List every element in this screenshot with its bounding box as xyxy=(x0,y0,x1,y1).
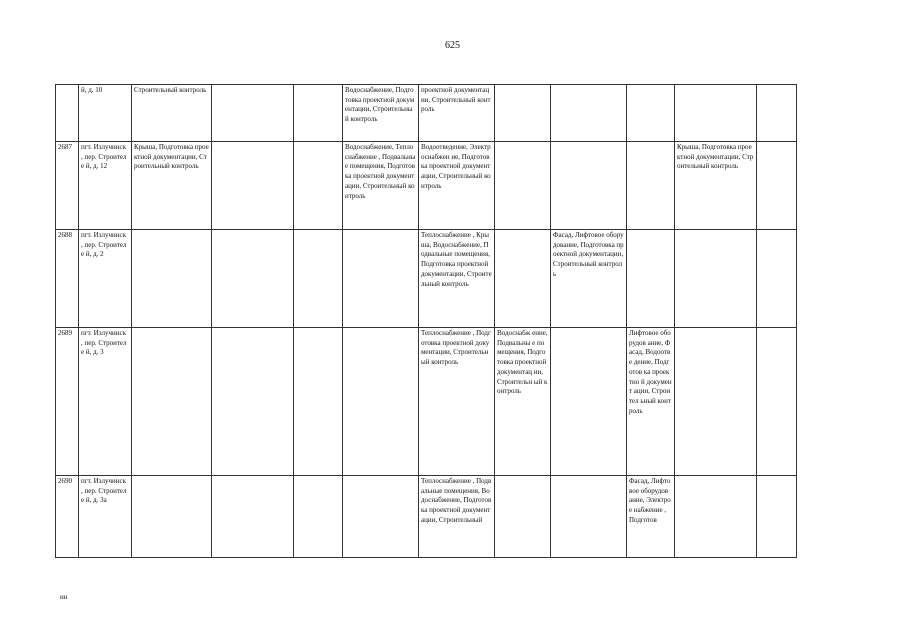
work-cell xyxy=(212,85,294,142)
repair-schedule-table xyxy=(55,84,797,558)
address-cell: пгт. Излучинск , пер. Строителе й, д. 3 xyxy=(79,328,132,476)
work-cell xyxy=(132,476,212,558)
work-cell xyxy=(551,85,627,142)
work-cell xyxy=(294,476,343,558)
work-cell xyxy=(627,230,675,328)
work-cell: Крыша, Подготовка проектной документации, Строительный контроль xyxy=(675,142,757,230)
page-number: 625 xyxy=(445,40,460,51)
work-cell xyxy=(132,230,212,328)
work-cell xyxy=(495,85,551,142)
row-number-cell: 2689 xyxy=(56,328,79,476)
work-cell xyxy=(212,328,294,476)
work-cell xyxy=(294,328,343,476)
work-cell xyxy=(212,142,294,230)
work-cell xyxy=(212,230,294,328)
work-cell: Фасад, Лифтовое оборудов ание, Электрое набжение , Подготов xyxy=(627,476,675,558)
work-cell: Водоотведение, Электроснабжен ие, Подготовка проектной документации, Строительный контроль xyxy=(419,142,495,230)
row-number-cell xyxy=(56,85,79,142)
work-cell xyxy=(675,328,757,476)
work-cell xyxy=(551,328,627,476)
work-cell: проектной документации, Строительный контроль xyxy=(419,85,495,142)
work-cell xyxy=(757,230,797,328)
work-cell xyxy=(675,85,757,142)
work-cell xyxy=(675,230,757,328)
address-cell: й, д. 10 xyxy=(79,85,132,142)
work-cell: Водоснабжение, Теплоснабжение , Подвальные помещения, Подготовка проектной документации, Строительный контроль xyxy=(343,142,419,230)
row-number-cell: 2690 xyxy=(56,476,79,558)
work-cell xyxy=(495,142,551,230)
work-cell: Фасад, Лифтовое оборудование, Подготовка проектной документации, Строительный контроль xyxy=(551,230,627,328)
table-row xyxy=(56,142,797,230)
row-number-cell: 2687 xyxy=(56,142,79,230)
address-cell: пгт. Излучинск , пер. Строителе й, д. 2 xyxy=(79,230,132,328)
work-cell: Теплоснабжение , Подготовка проектной документации, Строительный контроль xyxy=(419,328,495,476)
table-row xyxy=(56,85,797,142)
work-cell: Водоснабж ение, Подвальны е помещения, Подготовка проектной документац ии, Строительн ый контроль xyxy=(495,328,551,476)
work-cell xyxy=(343,230,419,328)
work-cell xyxy=(757,85,797,142)
work-cell xyxy=(294,85,343,142)
work-cell xyxy=(757,476,797,558)
work-cell xyxy=(551,142,627,230)
table-row xyxy=(56,476,797,558)
work-cell xyxy=(757,142,797,230)
work-cell xyxy=(757,328,797,476)
work-cell xyxy=(132,328,212,476)
work-cell: Водоснабжение, Подготовка проектной документации, Строительный контроль xyxy=(343,85,419,142)
work-cell xyxy=(551,476,627,558)
row-number-cell: 2688 xyxy=(56,230,79,328)
work-cell: Лифтовое оборудов ание, Фасад, Водоотве дение, Подготов ка проектно й документ ации, Строител ьный контроль xyxy=(627,328,675,476)
work-cell: Теплоснабжение , Крыша, Водоснабжение, Подвальные помещения, Подготовка проектной документации, Строительный контроль xyxy=(419,230,495,328)
work-cell xyxy=(343,476,419,558)
table-row xyxy=(56,230,797,328)
work-cell xyxy=(675,476,757,558)
work-cell xyxy=(294,230,343,328)
work-cell xyxy=(212,476,294,558)
footer-mark: нн xyxy=(60,593,68,601)
address-cell: пгт. Излучинск , пер. Строителе й, д. 3а xyxy=(79,476,132,558)
work-cell xyxy=(495,230,551,328)
work-cell xyxy=(495,476,551,558)
work-cell: Теплоснабжение , Подвальные помещения, Водоснабжение, Подготовка проектной документации, Строительный xyxy=(419,476,495,558)
work-cell xyxy=(343,328,419,476)
work-cell: Крыша, Подготовка проектной документации, Строительный контроль xyxy=(132,142,212,230)
work-cell xyxy=(627,142,675,230)
address-cell: пгт. Излучинск , пер. Строителе й, д. 12 xyxy=(79,142,132,230)
work-cell xyxy=(627,85,675,142)
table-row xyxy=(56,328,797,476)
work-cell xyxy=(294,142,343,230)
work-cell: Строительный контроль xyxy=(132,85,212,142)
